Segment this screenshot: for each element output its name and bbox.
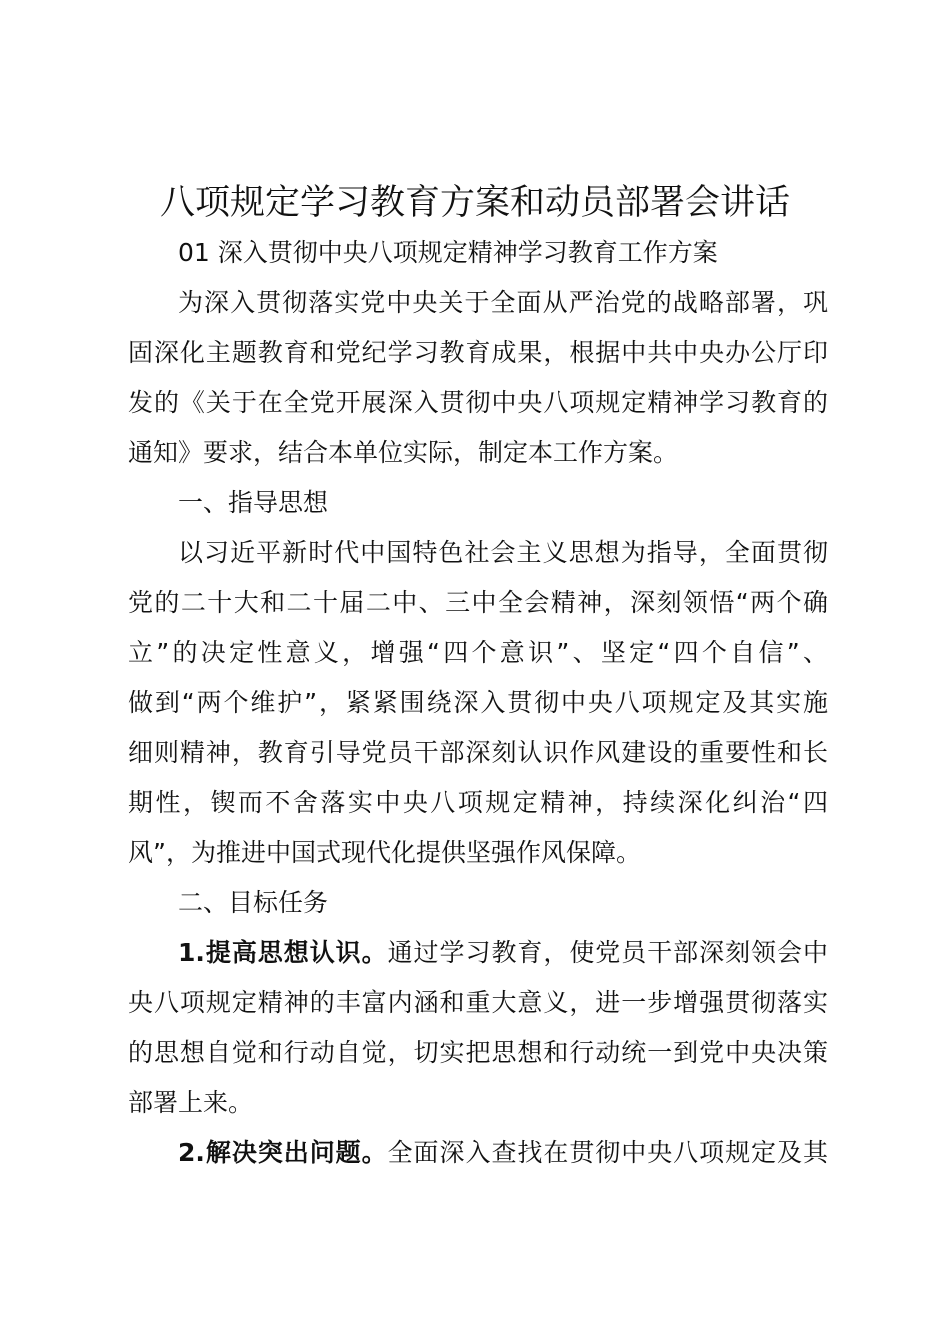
paragraph-line: 为深入贯彻落实党中央关于全面从严治党的战略部署，巩 [178, 288, 828, 317]
item-text: 全面深入查找在贯彻中央八项规定及其 [387, 1138, 828, 1167]
paragraph-line: 细则精神，教育引导党员干部深刻认识作风建设的重要性和长 [128, 738, 828, 767]
paragraph-line: 的思想自觉和行动自觉，切实把思想和行动统一到党中央决策 [128, 1038, 828, 1067]
paragraph-line: 做到“两个维护”，紧紧围绕深入贯彻中央八项规定及其实施 [128, 688, 828, 717]
paragraph-line: 风”，为推进中国式现代化提供坚强作风保障。 [128, 838, 641, 867]
document-body [128, 228, 828, 1178]
paragraph-line: 通知》要求，结合本单位实际，制定本工作方案。 [128, 438, 679, 467]
section-heading-line: 二、目标任务 [178, 888, 329, 917]
item-text: 通过学习教育，使党员干部深刻领会中 [387, 938, 828, 967]
paragraph-line: 期性，锲而不舍落实中央八项规定精神，持续深化纠治“四 [128, 788, 828, 817]
section-heading-line: 01 深入贯彻中央八项规定精神学习教育工作方案 [178, 238, 718, 267]
paragraph-line [128, 1128, 828, 1178]
paragraph-line: 固深化主题教育和党纪学习教育成果，根据中共中央办公厅印 [128, 338, 828, 367]
paragraph-line [128, 928, 828, 978]
item-heading: 1.提高思想认识。 [178, 938, 388, 967]
paragraph-line: 发的《关于在全党开展深入贯彻中央八项规定精神学习教育的 [128, 388, 828, 417]
paragraph-line: 立”的决定性意义，增强“四个意识”、坚定“四个自信”、 [128, 638, 828, 667]
section-heading-line: 一、指导思想 [178, 488, 329, 517]
paragraph-line: 以习近平新时代中国特色社会主义思想为指导，全面贯彻 [178, 538, 828, 567]
paragraph-line: 党的二十大和二十届二中、三中全会精神，深刻领悟“两个确 [128, 588, 828, 617]
paragraph-line: 央八项规定精神的丰富内涵和重大意义，进一步增强贯彻落实 [128, 988, 828, 1017]
paragraph-line: 部署上来。 [128, 1088, 254, 1117]
item-heading: 2.解决突出问题。 [178, 1138, 388, 1167]
document-title: 八项规定学习教育方案和动员部署会讲话 [159, 183, 790, 223]
